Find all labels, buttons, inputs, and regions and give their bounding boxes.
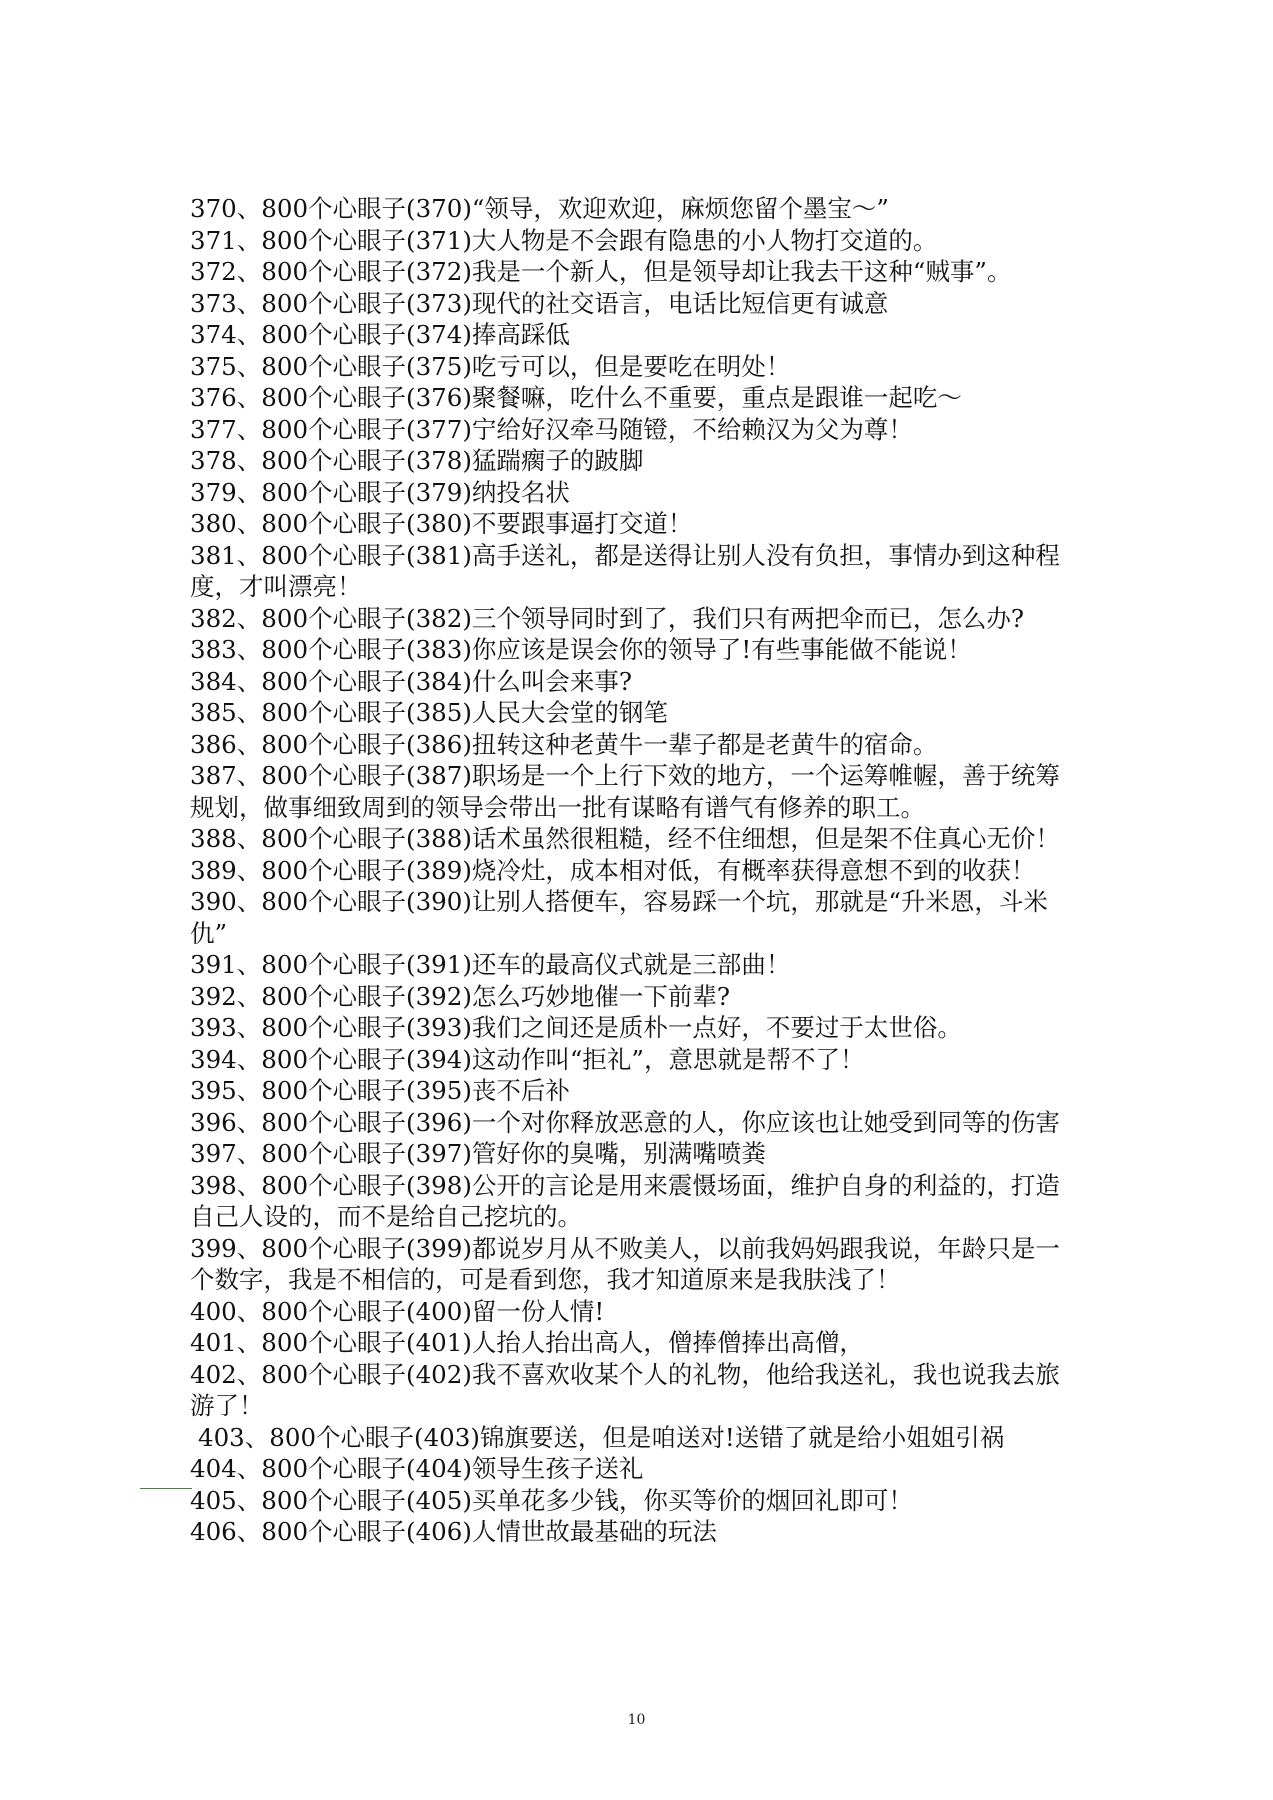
- entry-395: 395、800个心眼子(395)丧不后补: [190, 1076, 570, 1105]
- margin-mark-line: [140, 1488, 192, 1489]
- entry-382: 382、800个心眼子(382)三个领导同时到了，我们只有两把伞而已，怎么办?: [190, 603, 1025, 633]
- entry-399: 399、800个心眼子(399)都说岁月从不败美人，以前我妈妈跟我说，年龄只是一个数字，我是不相信的，可是看到您，我才知道原来是我肤浅了！: [190, 1233, 1060, 1294]
- entry-list: [190, 193, 1060, 1548]
- entry-398: 398、800个心眼子(398)公开的言论是用来震慑场面，维护自身的利益的，打造自己人设的，而不是给自己挖坑的。: [190, 1170, 1060, 1231]
- entry-391: 391、800个心眼子(391)还车的最高仪式就是三部曲！: [190, 950, 791, 979]
- entry-396: 396、800个心眼子(396)一个对你释放恶意的人，你应该也让她受到同等的伤害: [190, 1107, 1060, 1137]
- entry-392: 392、800个心眼子(392)怎么巧妙地催一下前辈?: [190, 981, 731, 1011]
- entry-393: 393、800个心眼子(393)我们之间还是质朴一点好，不要过于太世俗。: [190, 1013, 962, 1042]
- entry-384: 384、800个心眼子(384)什么叫会来事?: [190, 666, 633, 696]
- entry-381: 381、800个心眼子(381)高手送礼，都是送得让别人没有负担，事情办到这种程度，才叫漂亮！: [190, 540, 1060, 601]
- entry-387: 387、800个心眼子(387)职场是一个上行下效的地方，一个运筹帷幄，善于统筹规划，做事细致周到的领导会带出一批有谋略有谱气有修养的职工。: [190, 761, 1060, 822]
- entry-372: 372、800个心眼子(372)我是一个新人，但是领导却让我去干这种“贼事”。: [190, 257, 1012, 286]
- entry-378: 378、800个心眼子(378)猛踹瘸子的跛脚: [190, 446, 644, 475]
- entry-397: 397、800个心眼子(397)管好你的臭嘴，别满嘴喷粪: [190, 1139, 766, 1168]
- entry-388: 388、800个心眼子(388)话术虽然很粗糙，经不住细想，但是架不住真心无价！: [190, 824, 1060, 853]
- entry-404: 404、800个心眼子(404)领导生孩子送礼: [190, 1454, 644, 1483]
- entry-377: 377、800个心眼子(377)宁给好汉牵马随镫，不给赖汉为父为尊！: [190, 414, 913, 444]
- entry-394: 394、800个心眼子(394)这动作叫“拒礼”，意思就是帮不了！: [190, 1044, 865, 1074]
- entry-390: 390、800个心眼子(390)让别人搭便车，容易踩一个坑，那就是“升米恩，斗米仇”: [190, 887, 1048, 948]
- entry-383: 383、800个心眼子(383)你应该是误会你的领导了!有些事能做不能说！: [190, 635, 972, 664]
- entry-406: 406、800个心眼子(406)人情世故最基础的玩法: [190, 1517, 717, 1546]
- entry-376: 376、800个心眼子(376)聚餐嘛，吃什么不重要，重点是跟谁一起吃～: [190, 383, 962, 412]
- entry-400: 400、800个心眼子(400)留一份人情!: [190, 1296, 605, 1326]
- entry-402: 402、800个心眼子(402)我不喜欢收某个人的礼物，他给我送礼，我也说我去旅游了！: [190, 1359, 1060, 1420]
- entry-385: 385、800个心眼子(385)人民大会堂的钢笔: [190, 698, 668, 727]
- entry-403: 403、800个心眼子(403)锦旗要送，但是咱送对!送错了就是给小姐姐引祸: [198, 1422, 1005, 1452]
- entry-375: 375、800个心眼子(375)吃亏可以，但是要吃在明处！: [190, 351, 791, 381]
- entry-401: 401、800个心眼子(401)人抬人抬出高人，僧捧僧捧出高僧，: [190, 1328, 864, 1357]
- entry-405: 405、800个心眼子(405)买单花多少钱，你买等价的烟回礼即可！: [190, 1485, 913, 1515]
- entry-374: 374、800个心眼子(374)捧高踩低: [190, 320, 570, 349]
- entry-379: 379、800个心眼子(379)纳投名状: [190, 477, 570, 507]
- entry-380: 380、800个心眼子(380)不要跟事逼打交道！: [190, 509, 693, 538]
- entry-386: 386、800个心眼子(386)扭转这种老黄牛一辈子都是老黄牛的宿命。: [190, 729, 938, 759]
- page-number: 10: [627, 1712, 646, 1728]
- entry-373: 373、800个心眼子(373)现代的社交语言，电话比短信更有诚意: [190, 288, 889, 318]
- entry-371: 371、800个心眼子(371)大人物是不会跟有隐患的小人物打交道的。: [190, 225, 938, 255]
- entry-370: 370、800个心眼子(370)“领导，欢迎欢迎，麻烦您留个墨宝～”: [190, 194, 889, 223]
- entry-389: 389、800个心眼子(389)烧冷灶，成本相对低，有概率获得意想不到的收获！: [190, 855, 1036, 885]
